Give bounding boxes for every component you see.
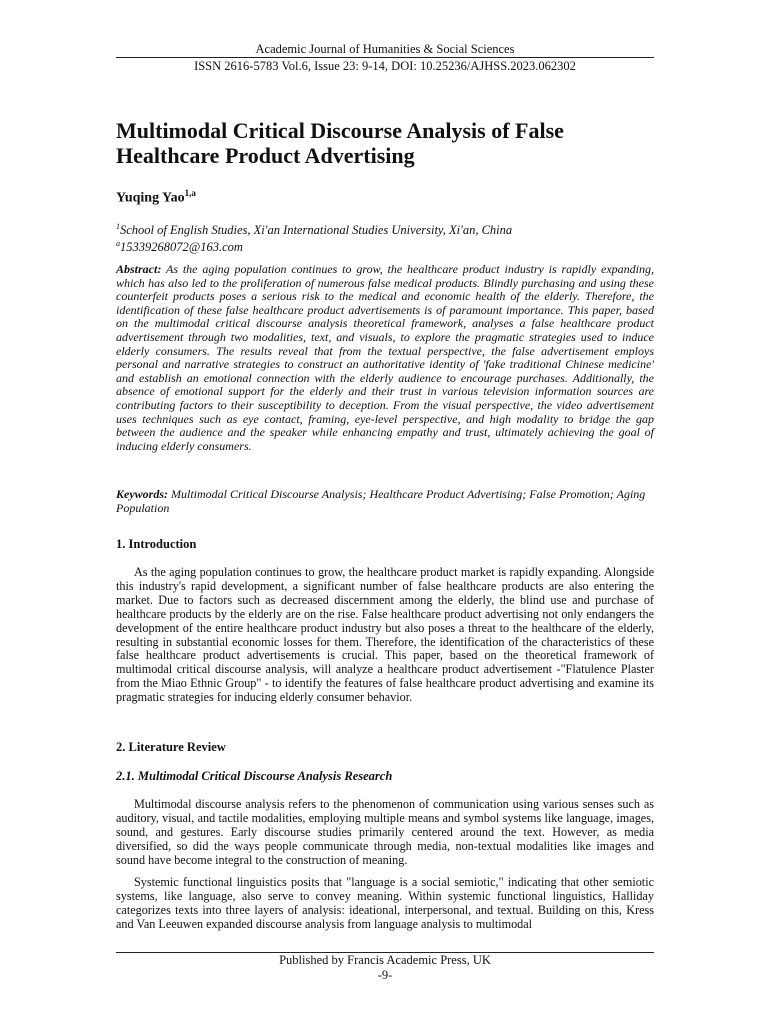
affil-sup-1: 1 [116,222,120,231]
section-heading-literature-review: 2. Literature Review [116,740,226,754]
page-number: -9- [377,968,393,982]
author-email: 15339268072@163.com [120,240,243,255]
footer-publisher: Published by Francis Academic Press, UK [279,953,491,967]
issn-line: ISSN 2616-5783 Vol.6, Issue 23: 9-14, DOI: 10.25236/AJHSS.2023.062302 [116,57,654,74]
keywords [116,487,654,515]
affiliation-line [116,220,654,237]
email-line [116,237,654,254]
journal-name: Academic Journal of Humanities & Social Sciences [255,42,515,56]
abstract-text: As the aging population continues to grow, the healthcare product industry is rapidly expanding, which has also led to the proliferation of numerous false medical products. Blindly purchasing and using these counterfeit products poses a serious risk to the medical and economic health of the elderly. Therefore, the identification of these false healthcare product advertisements is of paramount importance. This paper, based on the multimodal critical discourse analysis theoretical framework, analyses a false healthcare product advertisement through two modalities, text, and visuals, to explore the pragmatic strategies used to induce elderly consumers. The results reveal that from the textual perspective, the false advertisement employs personal and narrative strategies to construct an authoritative identity of 'fake traditional Chinese medicine' and establish an emotional connection with the elderly audience to encourage purchases. Additionally, the absence of emotional support for the elderly and their trust in various television information sources are contributing factors to their susceptibility to deception. From the visual perspective, the video advertisement uses techniques such as eye contact, framing, eye-level perspective, and high modality to bridge the gap between the audience and the speaker while enhancing empathy and trust, ultimately achieving the goal of inducing elderly consumers. [116,262,655,453]
author-name: Yuqing Yao [116,190,185,206]
literature-paragraph-1: Multimodal discourse analysis refers to the phenomenon of communication using various senses such as auditory, visual, and tactile modalities, employing multiple means and symbol systems like language, images, sound, and gestures. Early discourse studies primarily centered around the text. However, as media diversified, so did the ways people communicate through media, non-textual modalities like images and sound have become integral to the construction of meaning. [116,797,654,867]
affiliation-text: School of English Studies, Xi'an International Studies University, Xi'an, China [120,223,513,238]
affiliation [116,220,654,254]
keywords-text: Multimodal Critical Discourse Analysis; Healthcare Product Advertising; False Promotion; Aging Population [116,487,646,515]
paper-title: Multimodal Critical Discourse Analysis of False Healthcare Product Advertising [116,118,564,168]
author-sup: 1,a [184,188,196,198]
author [116,188,196,207]
introduction-paragraph: As the aging population continues to grow, the healthcare product market is rapidly expanding. Alongside this industry's rapid development, a significant number of false healthcare products are also entering the market. Due to factors such as decreased discernment among the elderly, the blind use and purchase of healthcare products by the elderly are on the rise. False healthcare product advertising not only endangers the development of the entire healthcare product industry but also poses a threat to the healthcare of the elderly, resulting in substantial economic losses for them. Therefore, the identification of the characteristics of these false healthcare product advertisements is crucial. This paper, based on the theoretical framework of multimodal critical discourse analysis, will analyze a healthcare product advertisement -"Flatulence Plaster from the Miao Ethnic Group" - to identify the features of false healthcare product advertising and examine its pragmatic strategies for inducing elderly consumer behavior. [116,565,654,705]
subsection-heading: 2.1. Multimodal Critical Discourse Analysis Research [116,769,393,783]
abstract [116,263,654,453]
keywords-label: Keywords: [116,487,168,501]
paper-page [116,0,654,1024]
affil-sup-a: a [116,239,120,249]
abstract-label: Abstract: [116,262,162,276]
section-heading-introduction: 1. Introduction [116,537,197,551]
literature-paragraph-2: Systemic functional linguistics posits that "language is a social semiotic," indicating that other semiotic systems, like language, also serve to convey meaning. Within systemic functional linguistics, Halliday categorizes texts into three layers of analysis: ideational, interpersonal, and textual. Building on this, Kress and Van Leeuwen expanded discourse analysis from language analysis to multimodal [116,875,654,931]
